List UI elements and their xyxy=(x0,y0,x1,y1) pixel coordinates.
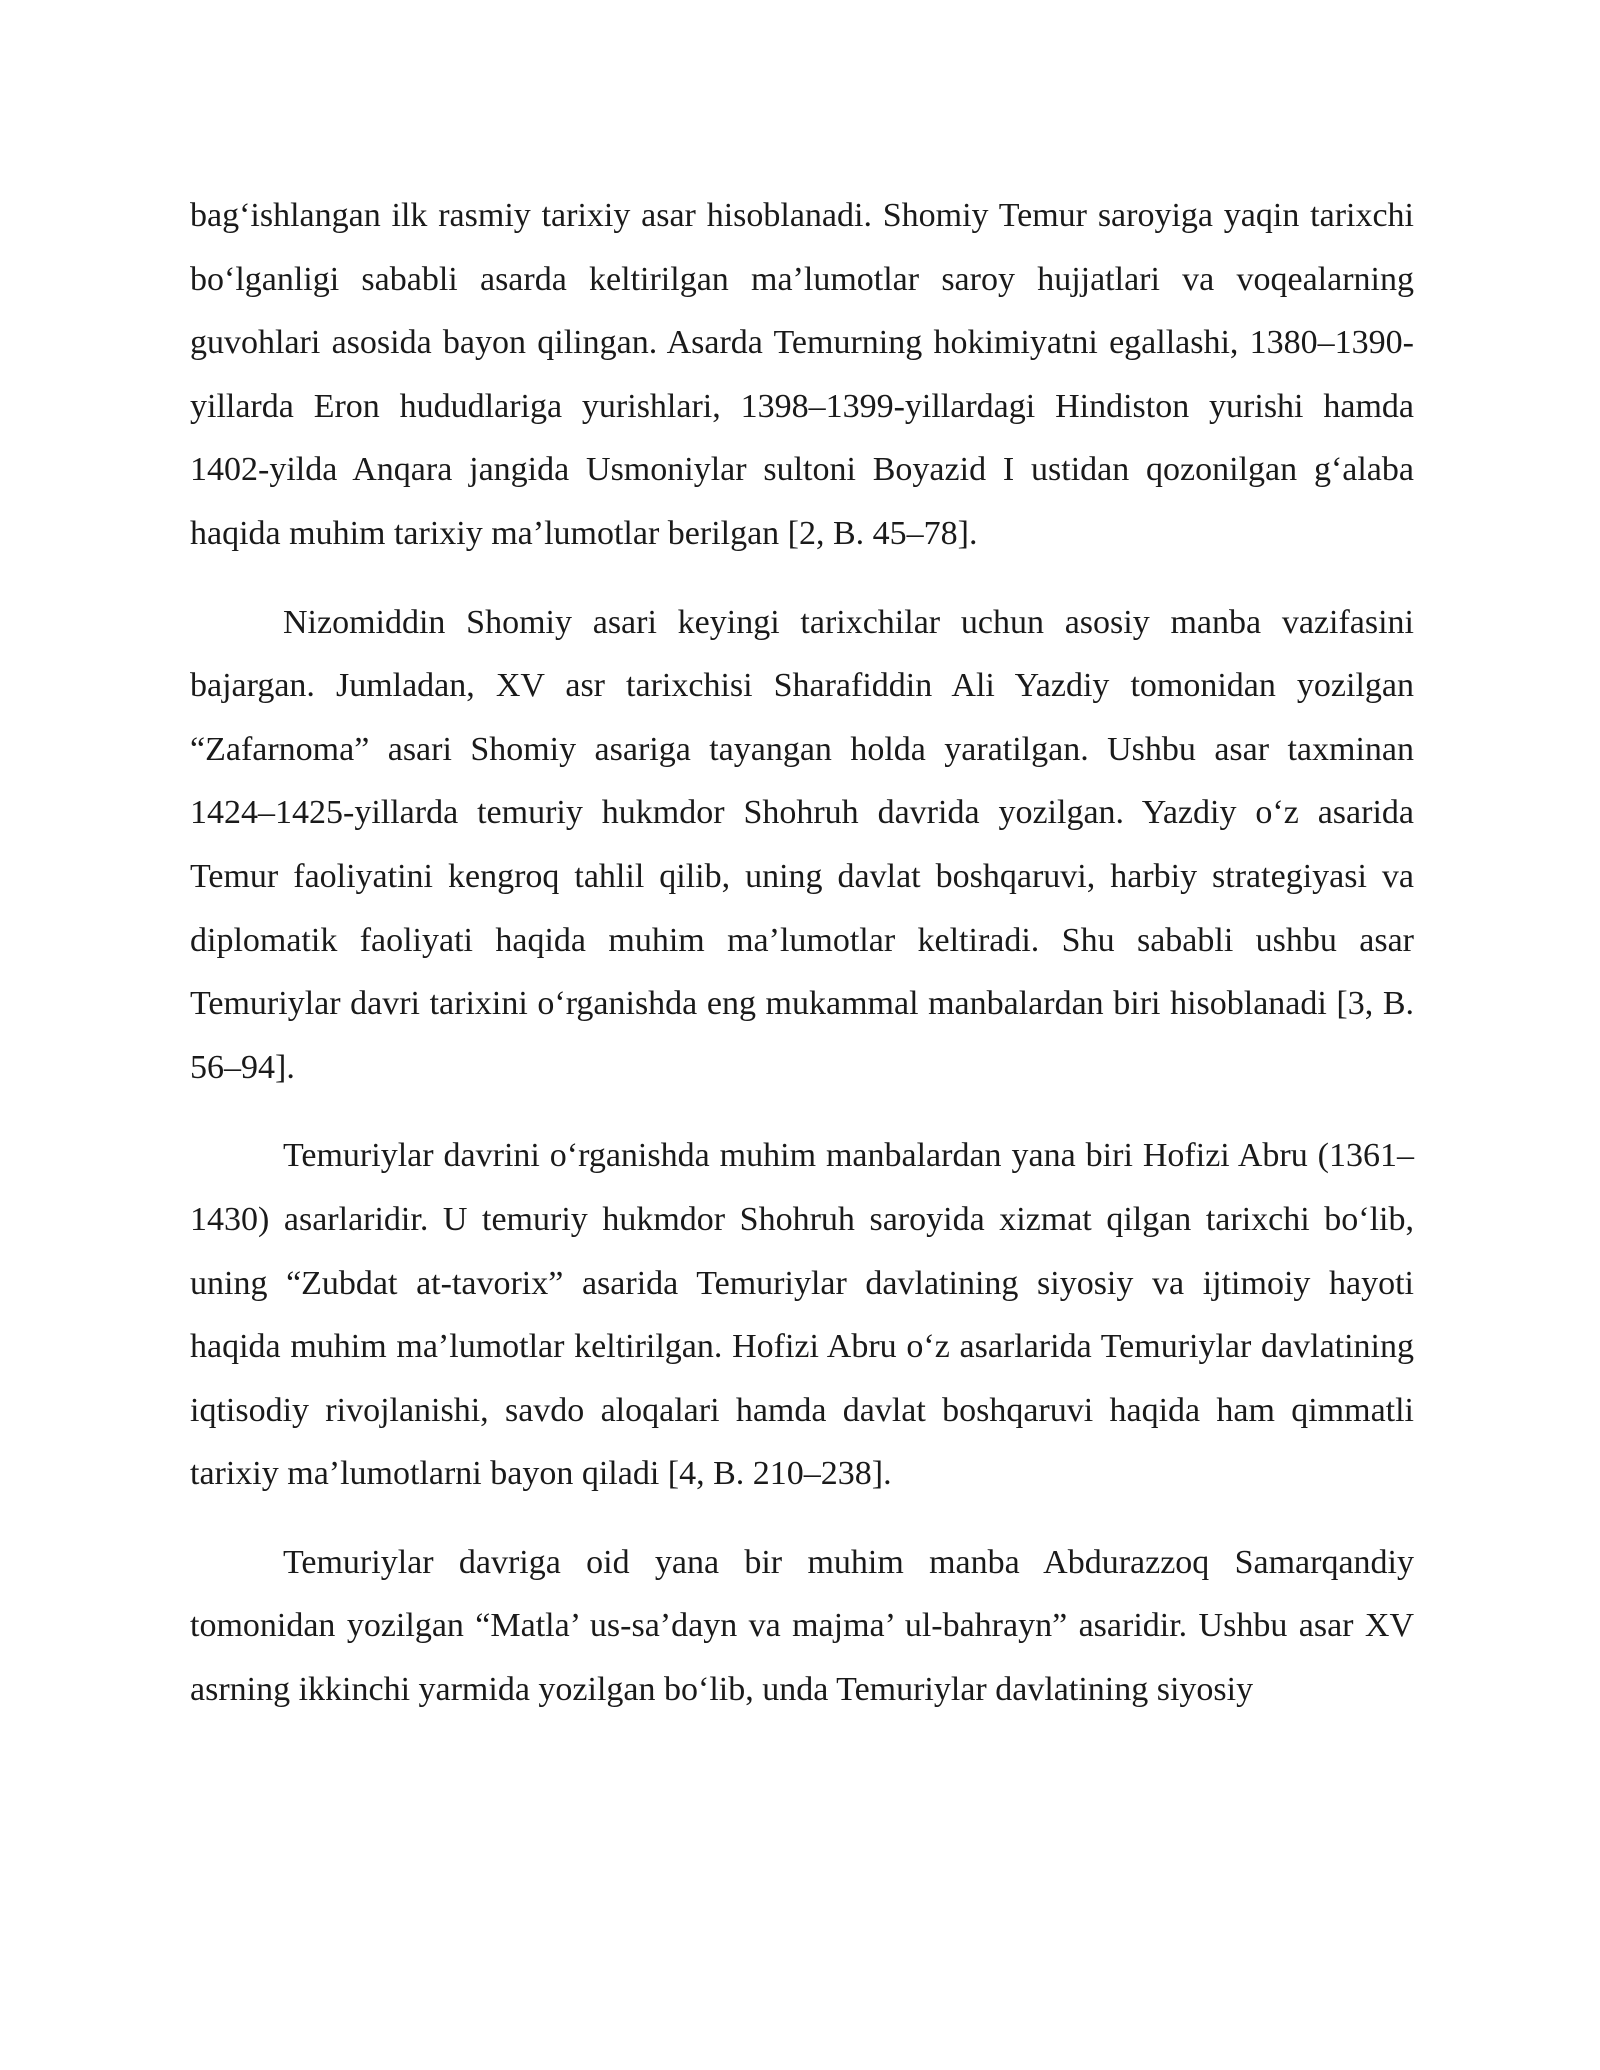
paragraph-2: Nizomiddin Shomiy asari keyingi tarixchilar uchun asosiy manba vazifasini bajargan. Jumladan, XV asr tarixchisi Sharafiddin Ali Yazdiy tomonidan yozilgan “Zafarnoma” asari Shomiy asariga tayangan holda yaratilgan. Ushbu asar taxminan 1424–1425-yillarda temuriy hukmdor Shohruh davrida yozilgan. Yazdiy o‘z asarida Temur faoliyatini kengroq tahlil qilib, uning davlat boshqaruvi, harbiy strategiyasi va diplomatik faoliyati haqida muhim ma’lumotlar keltiradi. Shu sababli ushbu asar Temuriylar davri tarixini o‘rganishda eng mukammal manbalardan biri hisoblanadi [3, B. 56–94]. xyxy=(190,603,1414,1086)
paragraph-1: bag‘ishlangan ilk rasmiy tarixiy asar hisoblanadi. Shomiy Temur saroyiga yaqin tarixchi bo‘lganligi sababli asarda keltirilgan ma’lumotlar saroy hujjatlari va voqealarning guvohlari asosida bayon qilingan. Asarda Temurning hokimiyatni egallashi, 1380–1390-yillarda Eron hududlariga yurishlari, 1398–1399-yillardagi Hindiston yurishi hamda 1402-yilda Anqara jangida Usmoniylar sultoni Boyazid I ustidan qozonilgan g‘alaba haqida muhim tarixiy ma’lumotlar berilgan [2, B. 45–78]. xyxy=(190,197,1414,552)
paragraph-3: Temuriylar davrini o‘rganishda muhim manbalardan yana biri Hofizi Abru (1361–1430) asarlaridir. U temuriy hukmdor Shohruh saroyida xizmat qilgan tarixchi bo‘lib, uning “Zubdat at-tavorix” asarida Temuriylar davlatining siyosiy va ijtimoiy hayoti haqida muhim ma’lumotlar keltirilgan. Hofizi Abru o‘z asarlarida Temuriylar davlatining iqtisodiy rivojlanishi, savdo aloqalari hamda davlat boshqaruvi haqida ham qimmatli tarixiy ma’lumotlarni bayon qiladi [4, B. 210–238]. xyxy=(190,1137,1414,1493)
document-body xyxy=(190,184,1414,1747)
paragraph-4: Temuriylar davriga oid yana bir muhim manba Abdurazzoq Samarqandiy tomonidan yozilgan “Matla’ us-sa’dayn va majma’ ul-bahrayn” asaridir. Ushbu asar XV asrning ikkinchi yarmida yozilgan bo‘lib, unda Temuriylar davlatining siyosiy xyxy=(190,1543,1414,1709)
